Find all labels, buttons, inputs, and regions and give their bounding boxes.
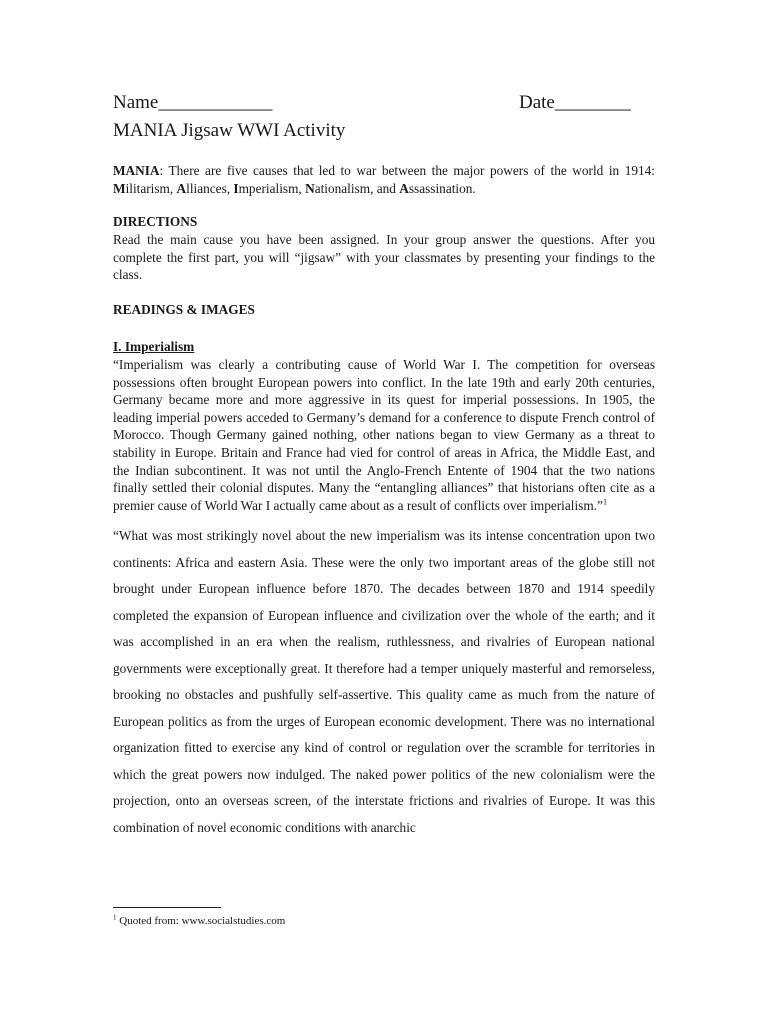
letter-i: I — [233, 180, 239, 196]
word-nationalism: ationalism, and — [314, 180, 400, 196]
footnote-text: Quoted from: www.socialstudies.com — [116, 915, 286, 927]
mania-label: MANIA — [113, 163, 160, 178]
footnote-mark: 1 — [113, 913, 117, 922]
intro-text: : There are five causes that led to war between the major powers of the world in 1914: — [159, 163, 655, 178]
letter-a2: A — [399, 180, 409, 196]
footnote — [113, 914, 285, 928]
letter-a: A — [176, 180, 187, 196]
mania-intro — [113, 162, 655, 197]
header-row — [113, 92, 655, 118]
date-field: Date________ — [519, 92, 631, 113]
footnote-reference: 1 — [602, 496, 608, 507]
quote-1-text: “Imperialism was clearly a contributing cause of World War I. The competition for overseas possessions often brought European powers into conflict. In the late 19th and early 20th centuries, Germany became more and more aggressive in its quest for imperial possessions. In 1905, the leading imperial powers acceded to Germany’s demand for a conference to dispute French control of Morocco. Though Germany gained nothing, other nations began to view Germany as a threat to stability in Europe. Britain and France had vied for control of areas in Africa, the Middle East, and the Indian subcontinent. It was not until the Anglo-French Entente of 1904 that the two nations finally settled their colonial disputes. Many the “entangling alliances” that historians often cite as a premier cause of World War I actually came about as a result of conflicts over imperialism.” — [113, 356, 655, 513]
page-title: MANIA Jigsaw WWI Activity — [113, 120, 346, 141]
directions-text: Read the main cause you have been assigned. In your group answer the questions. After you complete the first part, you will “jigsaw” with your classmates by presenting your findings to the class. — [113, 232, 655, 283]
word-alliances: lliances, — [186, 180, 234, 196]
directions-heading: DIRECTIONS — [113, 214, 198, 230]
readings-heading: READINGS & IMAGES — [113, 301, 255, 317]
document-page — [113, 92, 655, 855]
imperialism-quote-1 — [113, 356, 655, 514]
letter-m: M — [113, 180, 126, 196]
footnote-divider — [113, 907, 221, 908]
word-assassination: ssassination. — [408, 180, 476, 196]
word-militarism: ilitarism, — [125, 180, 177, 196]
imperialism-heading-text: I. Imperialism — [113, 338, 195, 354]
imperialism-quote-2: “What was most strikingly novel about the new imperialism was its intense concentration upon two continents: Africa and eastern Asia. These were the only two important areas of the globe still not brought under European influence before 1870. The decades between 1870 and 1914 speedily completed the expansion of European influence and civilization over the whole of the earth; and it was accomplished in an era when the realism, ruthlessness, and rivalries of European national governments were exceptionally great. It therefore had a temper uniquely masterful and remorseless, brooking no obstacles and pushfully self-assertive. This quality came as much from the nature of European politics as from the urges of European economic development. There was no international organization fitted to exercise any kind of control or regulation over the scramble for territories in which the great powers now indulged. The naked power politics of the new colonialism were the projection, onto an overseas screen, of the interstate frictions and rivalries of Europe. It was this combination of novel economic conditions with anarchic — [113, 528, 655, 835]
name-field: Name____________ — [113, 92, 273, 113]
letter-n: N — [305, 180, 315, 196]
imperialism-heading — [113, 338, 655, 356]
word-imperialism: mperialism, — [238, 180, 306, 196]
